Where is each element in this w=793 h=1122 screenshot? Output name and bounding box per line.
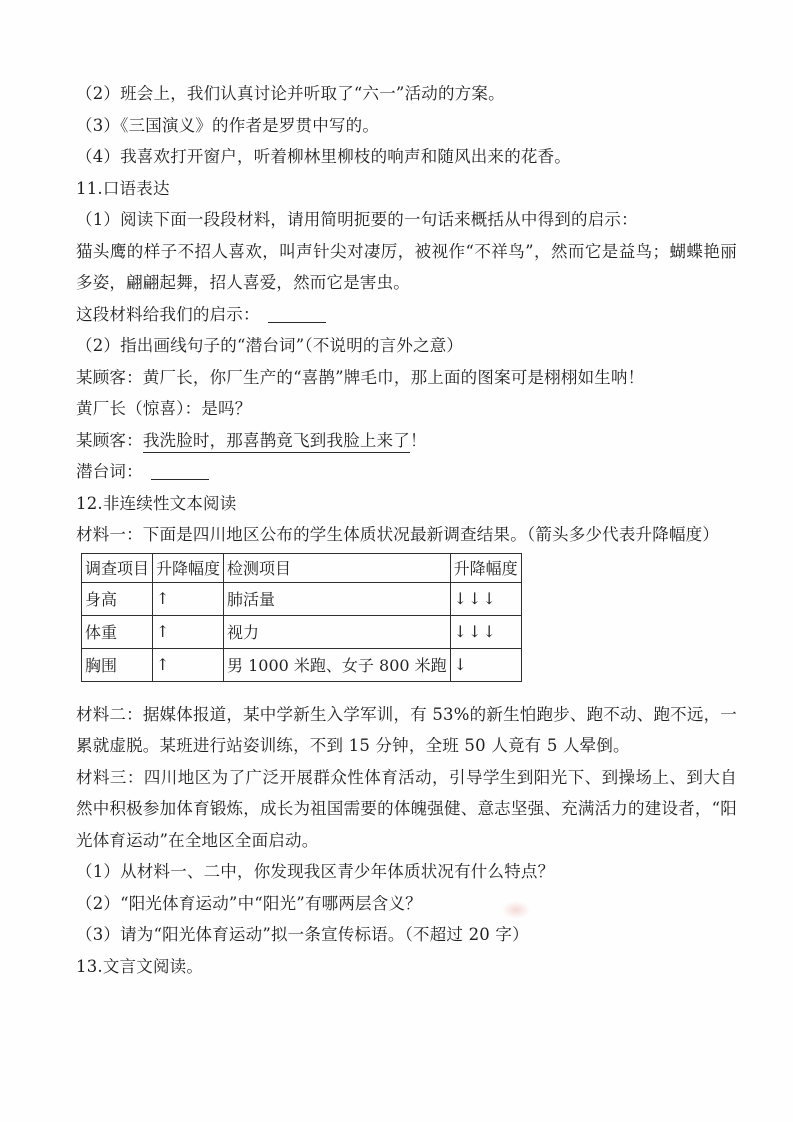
material3-paragraph: 材料三：四川地区为了广泛开展群众性体育活动，引导学生到阳光下、到操场上、到大自然中积极参加体育锻炼，成长为祖国需要的体魄强健、意志坚强、充满活力的建设者，“阳光体育运动”在全地区全面启动。	[76, 767, 737, 850]
table-cell-survey: 体重	[82, 615, 153, 648]
table-cell-test: 视力	[224, 615, 451, 648]
up-arrow-icon: ↑	[153, 582, 224, 615]
q10-item-2: （2）班会上，我们认真讨论并听取了“六一”活动的方案。	[76, 84, 505, 103]
material-table	[81, 553, 522, 682]
q12-question-2: （2）“阳光体育运动”中“阳光”有哪两层含义？	[76, 893, 422, 913]
dialogue-exclamation: ！	[410, 430, 427, 450]
up-arrow-icon: ↑	[153, 615, 224, 648]
dialogue-line-customer-1: 某顾客：黄厂长，你厂生产的“喜鹊”牌毛巾，那上面的图案可是栩栩如生呐！	[76, 367, 645, 387]
answer-blank	[151, 479, 209, 480]
q10-item-4: （4）我喜欢打开窗户，听着柳林里柳枝的响声和随风出来的花香。	[76, 147, 571, 166]
question-13-heading: 13.文言文阅读。	[76, 956, 204, 976]
table-row	[82, 648, 522, 681]
q12-question-1: （1）从材料一、二中，你发现我区青少年体质状况有什么特点？	[76, 862, 555, 881]
up-arrow-icon: ↑	[153, 648, 224, 681]
q11-passage: 猫头鹰的样子不招人喜欢，叫声针尖对凄厉，被视作“不祥鸟”，然而它是益鸟；蝴蝶艳丽多姿，翩翩起舞，招人喜爱，然而它是害虫。	[76, 241, 737, 292]
answer-blank	[268, 322, 326, 323]
down-arrow-icon: ↓↓↓	[450, 582, 521, 615]
down-arrow-icon: ↓↓↓	[450, 615, 521, 648]
table-cell-survey: 身高	[82, 582, 153, 615]
table-cell-survey: 胸围	[82, 648, 153, 681]
table-cell-test: 男 1000 米跑、女子 800 米跑	[224, 648, 451, 681]
subtext-label: 潜台词：	[76, 462, 143, 481]
table-header-row	[82, 553, 522, 582]
q12-question-3: （3）请为“阳光体育运动”拟一条宣传标语。（不超过 20 字）	[76, 925, 529, 944]
table-header-test-item: 检测项目	[224, 553, 451, 582]
question-11-heading: 11.口语表达	[76, 178, 170, 198]
underlined-sentence: 我洗脸时，那喜鹊竟飞到我脸上来了	[143, 431, 410, 453]
table-header-trend-2: 升降幅度	[450, 553, 521, 582]
dialogue-line-customer-2	[76, 425, 737, 457]
revelation-label: 这段材料给我们的启示：	[76, 304, 260, 324]
dialogue-line-manager: 黄厂长（惊喜）：是吗？	[76, 399, 252, 418]
dialogue-speaker: 某顾客：	[76, 430, 143, 450]
material2-paragraph: 材料二：据媒体报道，某中学新生入学军训，有 53%的新生怕跑步、跑不动、跑不远，一累就虚脱。某班进行站姿训练，不到 15 分钟，全班 50 人竟有 5 人晕倒。	[76, 704, 737, 755]
table-header-trend-1: 升降幅度	[153, 553, 224, 582]
q10-item-3: （3）《三国演义》的作者是罗贯中写的。	[76, 115, 380, 135]
question-12-heading: 12.非连续性文本阅读	[76, 493, 237, 513]
q11-part1-prompt: （1）阅读下面一段段材料，请用简明扼要的一句话来概括从中得到的启示：	[76, 210, 638, 229]
table-header-survey-item: 调查项目	[82, 553, 153, 582]
down-arrow-icon: ↓	[450, 648, 521, 681]
table-row	[82, 582, 522, 615]
material1-intro: 材料一：下面是四川地区公布的学生体质状况最新调查结果。（箭头多少代表升降幅度）	[76, 525, 720, 544]
q11-part2-prompt: （2）指出画线句子的“潜台词”（不说明的言外之意）	[76, 336, 464, 355]
table-cell-test: 肺活量	[224, 582, 451, 615]
subtext-line	[76, 456, 737, 488]
table-row	[82, 615, 522, 648]
revelation-line	[76, 299, 737, 331]
